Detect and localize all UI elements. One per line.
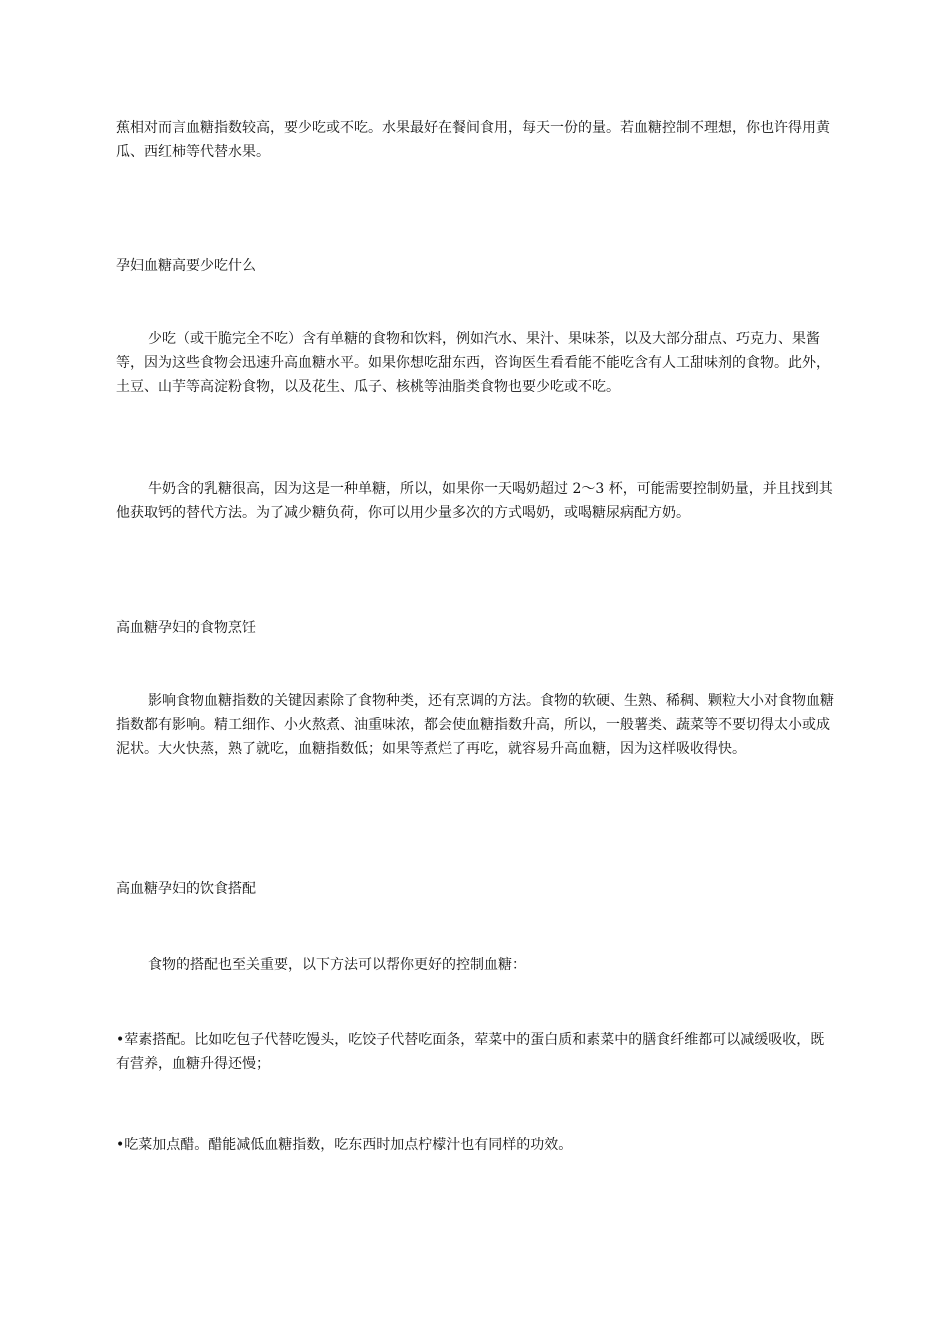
bullet-add-vinegar: •吃菜加点醋。醋能减低血糖指数，吃东西时加点柠檬汁也有同样的功效。: [116, 1137, 573, 1153]
bullet-meat-veg-pairing: •荤素搭配。比如吃包子代替吃馒头，吃饺子代替吃面条，荤菜中的蛋白质和素菜中的膳食纤维都可以减缓吸收，既有营养，血糖升得还慢；: [116, 1032, 825, 1072]
paragraph-simple-sugars: 少吃（或干脆完全不吃）含有单糖的食物和饮料，例如汽水、果汁、果味茶，以及大部分甜点、巧克力、果酱等，因为这些食物会迅速升高血糖水平。如果你想吃甜东西，咨询医生看看能不能吃含有人工甜味剂的食物。此外，土豆、山芋等高淀粉食物，以及花生、瓜子、核桃等油脂类食物也要少吃或不吃。: [116, 331, 830, 395]
paragraph-pairing-intro: 食物的搭配也至关重要，以下方法可以帮你更好的控制血糖：: [148, 957, 526, 973]
heading-food-pairing: 高血糖孕妇的饮食搭配: [116, 881, 256, 897]
paragraph-fruit-advice: 蕉相对而言血糖指数较高，要少吃或不吃。水果最好在餐间食用，每天一份的量。若血糖控制不理想，你也许得用黄瓜、西红柿等代替水果。: [116, 120, 830, 160]
heading-what-to-eat-less: 孕妇血糖高要少吃什么: [116, 258, 256, 274]
heading-food-cooking: 高血糖孕妇的食物烹饪: [116, 620, 256, 636]
paragraph-cooking-methods: 影响食物血糖指数的关键因素除了食物种类，还有烹调的方法。食物的软硬、生熟、稀稠、颗粒大小对食物血糖指数都有影响。精工细作、小火熬煮、油重味浓，都会使血糖指数升高，所以，一般薯类、蔬菜等不要切得太小或成泥状。大火快蒸，熟了就吃，血糖指数低；如果等煮烂了再吃，就容易升高血糖，因为这样吸收得快。: [116, 693, 834, 757]
paragraph-milk-lactose: 牛奶含的乳糖很高，因为这是一种单糖，所以，如果你一天喝奶超过 2～3 杯，可能需要控制奶量，并且找到其他获取钙的替代方法。为了减少糖负荷，你可以用少量多次的方式喝奶，或喝糖尿病配方奶。: [116, 481, 833, 521]
